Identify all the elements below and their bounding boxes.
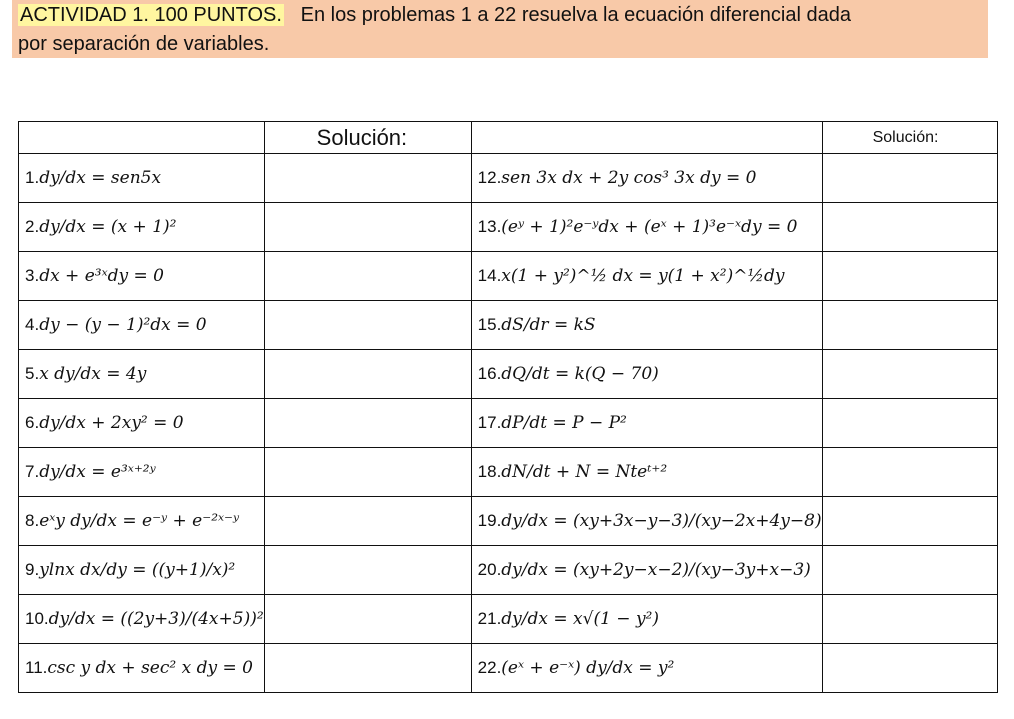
- problem-equation: dy/dx + 2xy² = 0: [39, 413, 184, 433]
- table-row: [19, 252, 998, 301]
- table-row: [19, 399, 998, 448]
- activity-title: ACTIVIDAD 1. 100 PUNTOS.: [20, 4, 282, 26]
- problem-number: 3.: [25, 266, 40, 285]
- problem-number: 11.: [25, 658, 48, 677]
- problem-number: 20.: [477, 560, 502, 579]
- instruction-text-1: En los problemas 1 a 22 resuelva la ecuación diferencial dada: [300, 4, 851, 26]
- problem-number: 14.: [477, 266, 502, 285]
- instruction-text-2: por separación de variables.: [18, 33, 270, 55]
- problem-cell-right: [471, 154, 822, 203]
- solution-cell-left: [264, 399, 471, 448]
- problem-number: 19.: [477, 511, 502, 530]
- table-row: [19, 497, 998, 546]
- solution-header-right: Solución:: [822, 122, 997, 154]
- problem-cell-left: [19, 546, 265, 595]
- problem-number: 2.: [25, 217, 40, 236]
- exercise-table: [18, 121, 998, 693]
- problem-cell-right: [471, 350, 822, 399]
- problem-cell-right: [471, 448, 822, 497]
- problem-cell-right: [471, 497, 822, 546]
- banner-line-1: [18, 3, 851, 27]
- problem-number: 10.: [25, 609, 49, 628]
- table-row: [19, 203, 998, 252]
- problem-equation: dy/dx = (xy+3x−y−3)/(xy−2x+4y−8): [501, 511, 822, 531]
- solution-cell-right: [822, 301, 997, 350]
- problem-equation: dy/dx = ((2y+3)/(4x+5))²: [48, 609, 264, 629]
- problem-cell-left: [19, 154, 265, 203]
- table-row: [19, 350, 998, 399]
- problem-number: 21.: [477, 609, 502, 628]
- solution-cell-left: [264, 448, 471, 497]
- problem-number: 6.: [25, 413, 40, 432]
- table-row: [19, 301, 998, 350]
- problem-number: 12.: [477, 168, 502, 187]
- problem-equation: (eʸ + 1)²e⁻ʸdx + (eˣ + 1)³e⁻ˣdy = 0: [501, 217, 798, 237]
- solution-header-left: Solución:: [264, 122, 471, 154]
- problem-number: 7.: [25, 462, 40, 481]
- problem-cell-right: [471, 252, 822, 301]
- solution-cell-right: [822, 497, 997, 546]
- solution-cell-right: [822, 252, 997, 301]
- problem-cell-right: [471, 399, 822, 448]
- problem-equation: dx + e³ˣdy = 0: [39, 266, 164, 286]
- solution-cell-right: [822, 546, 997, 595]
- problem-equation: x(1 + y²)^½ dx = y(1 + x²)^½dy: [501, 266, 785, 286]
- problem-equation: dy/dx = sen5x: [39, 168, 162, 188]
- problem-cell-left: [19, 350, 265, 399]
- problem-equation: dy − (y − 1)²dx = 0: [39, 315, 207, 335]
- problem-equation: dQ/dt = k(Q − 70): [501, 364, 659, 384]
- problem-equation: sen 3x dx + 2y cos³ 3x dy = 0: [501, 168, 757, 188]
- problem-number: 15.: [477, 315, 502, 334]
- solution-cell-right: [822, 644, 997, 693]
- problem-number: 1.: [25, 168, 40, 187]
- problem-number: 17.: [477, 413, 502, 432]
- problem-equation: dy/dx = (xy+2y−x−2)/(xy−3y+x−3): [501, 560, 811, 580]
- solution-cell-left: [264, 546, 471, 595]
- problem-equation: dP/dt = P − P²: [501, 413, 627, 433]
- solution-cell-left: [264, 595, 471, 644]
- problem-cell-left: [19, 399, 265, 448]
- problem-number: 9.: [25, 560, 40, 579]
- problem-equation: dy/dx = x√(1 − y²): [501, 609, 660, 629]
- solution-cell-right: [822, 350, 997, 399]
- solution-cell-left: [264, 154, 471, 203]
- solution-cell-left: [264, 252, 471, 301]
- problem-cell-left: [19, 252, 265, 301]
- header-empty-right: [471, 122, 822, 154]
- problem-number: 13.: [477, 217, 502, 236]
- problem-equation: ylnx dx/dy = ((y+1)/x)²: [39, 560, 236, 580]
- problem-equation: (eˣ + e⁻ˣ) dy/dx = y²: [501, 658, 675, 678]
- problem-cell-right: [471, 203, 822, 252]
- solution-cell-left: [264, 350, 471, 399]
- table-header-row: [19, 122, 998, 154]
- problem-number: 5.: [25, 364, 40, 383]
- table-row: [19, 644, 998, 693]
- header-empty-left: [19, 122, 265, 154]
- table-row: [19, 154, 998, 203]
- problem-equation: csc y dx + sec² x dy = 0: [47, 658, 253, 678]
- solution-cell-right: [822, 448, 997, 497]
- problem-equation: dy/dx = e³ˣ⁺²ʸ: [39, 462, 156, 482]
- table-row: [19, 595, 998, 644]
- problem-equation: dy/dx = (x + 1)²: [39, 217, 177, 237]
- problem-cell-right: [471, 301, 822, 350]
- problem-equation: x dy/dx = 4y: [39, 364, 147, 384]
- table-row: [19, 546, 998, 595]
- solution-cell-right: [822, 399, 997, 448]
- problem-cell-left: [19, 644, 265, 693]
- problem-cell-left: [19, 595, 265, 644]
- solution-cell-left: [264, 301, 471, 350]
- problem-number: 22.: [477, 658, 502, 677]
- problem-cell-right: [471, 546, 822, 595]
- problem-equation: eˣy dy/dx = e⁻ʸ + e⁻²ˣ⁻ʸ: [39, 511, 240, 531]
- problem-number: 8.: [25, 511, 40, 530]
- table-row: [19, 448, 998, 497]
- solution-cell-left: [264, 203, 471, 252]
- problem-cell-left: [19, 448, 265, 497]
- problem-equation: dS/dr = kS: [501, 315, 596, 335]
- activity-banner: [12, 0, 988, 58]
- solution-cell-right: [822, 595, 997, 644]
- problem-number: 4.: [25, 315, 40, 334]
- problem-cell-right: [471, 644, 822, 693]
- solution-cell-right: [822, 203, 997, 252]
- solution-cell-right: [822, 154, 997, 203]
- problem-cell-left: [19, 203, 265, 252]
- solution-cell-left: [264, 644, 471, 693]
- problem-cell-left: [19, 497, 265, 546]
- problem-cell-left: [19, 301, 265, 350]
- problem-number: 16.: [477, 364, 502, 383]
- problem-number: 18.: [477, 462, 502, 481]
- problem-cell-right: [471, 595, 822, 644]
- solution-cell-left: [264, 497, 471, 546]
- problem-equation: dN/dt + N = Nteᵗ⁺²: [501, 462, 668, 482]
